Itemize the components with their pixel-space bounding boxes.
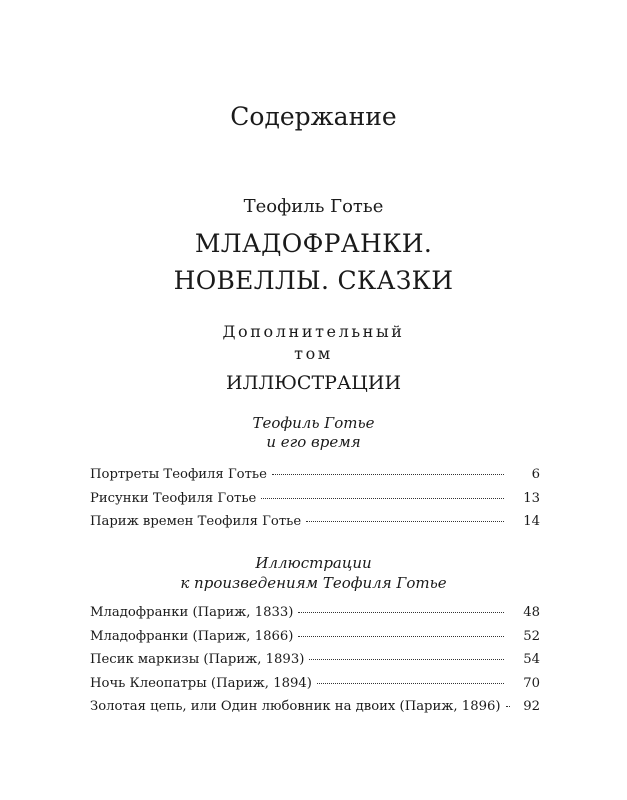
toc-entry-page: 14	[523, 514, 540, 530]
dot-leader	[261, 498, 504, 499]
toc-entry-title: Младофранки (Париж, 1833)	[90, 605, 294, 620]
toc-entry-title: Песик маркизы (Париж, 1893)	[90, 652, 305, 668]
toc-entry-page: 70	[523, 675, 540, 691]
dot-leader	[272, 474, 504, 475]
dot-leader	[506, 706, 510, 707]
dot-leader	[306, 521, 504, 522]
toc-entry-title: Рисунки Теофиля Готье	[90, 490, 257, 506]
section-1-title-line-2: и его время	[266, 433, 361, 451]
toc-entry-page: 52	[523, 628, 540, 644]
author-name: Теофиль Готье	[243, 196, 384, 217]
toc-section-1	[90, 467, 540, 538]
section-2-title-line-1: Иллюстрации	[255, 554, 372, 572]
toc-entry-title: Ночь Клеопатры (Париж, 1894)	[90, 675, 312, 691]
toc-entry-page: 13	[523, 490, 540, 506]
toc-entry-page: 54	[523, 652, 540, 668]
dot-leader	[309, 659, 504, 660]
toc-entry-page: 6	[531, 467, 540, 482]
illustrations-heading: ИЛЛЮСТРАЦИИ	[225, 372, 402, 394]
toc-entry[interactable]	[90, 676, 540, 700]
dot-leader	[298, 612, 504, 613]
page-title: Содержание	[230, 102, 397, 131]
toc-entry[interactable]	[90, 514, 540, 538]
book-title-line-1: МЛАДОФРАНКИ.	[194, 229, 433, 258]
section-1-title-line-1: Теофиль Готье	[252, 414, 375, 432]
dot-leader	[298, 636, 504, 637]
toc-entry[interactable]	[90, 652, 540, 676]
toc-entry[interactable]	[90, 629, 540, 653]
toc-entry[interactable]	[90, 699, 540, 723]
supplement-label-line-1: Дополнительный	[222, 322, 405, 341]
toc-entry-title: Младофранки (Париж, 1866)	[90, 628, 294, 644]
toc-entry-page: 48	[523, 605, 540, 620]
toc-entry-page: 92	[523, 699, 540, 715]
toc-entry-title: Портреты Теофиля Готье	[90, 467, 267, 482]
toc-entry[interactable]	[90, 491, 540, 515]
toc-entry[interactable]	[90, 605, 540, 629]
book-title-line-2: НОВЕЛЛЫ. СКАЗКИ	[173, 266, 454, 295]
toc-entry[interactable]	[90, 467, 540, 491]
toc-entry-title: Золотая цепь, или Один любовник на двоих (Париж, 1896)	[90, 699, 501, 715]
dot-leader	[317, 683, 504, 684]
toc-section-2	[90, 605, 540, 723]
toc-entry-title: Париж времен Теофиля Готье	[90, 514, 302, 530]
section-2-title-line-2: к произведениям Теофиля Готье	[180, 574, 447, 592]
supplement-label-line-2: том	[294, 344, 333, 363]
